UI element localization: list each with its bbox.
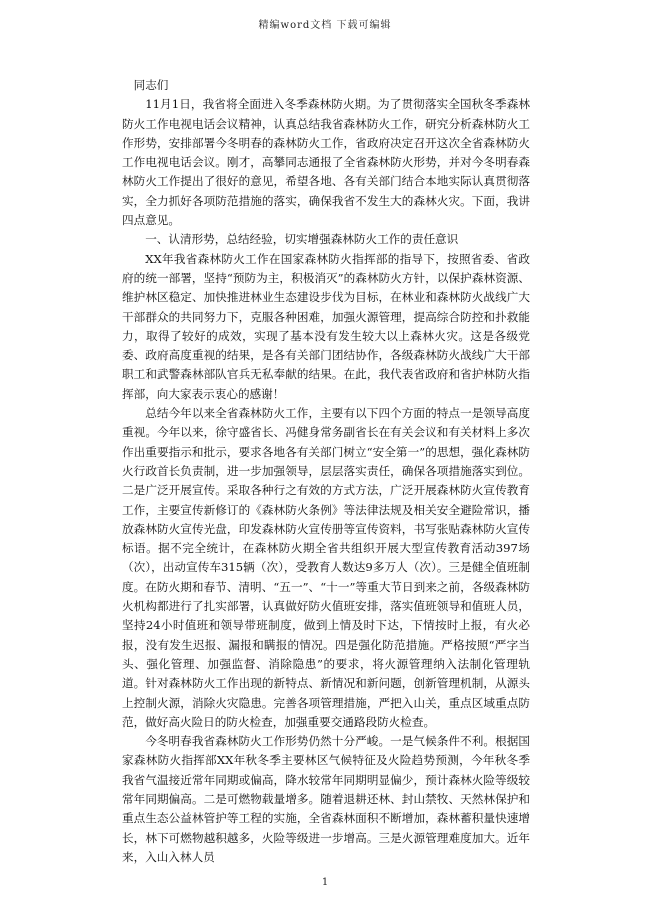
paragraph-achievements: XX年我省森林防火工作在国家森林防火指挥部的指导下，按照省委、省政府的统一部署，坚持“预防为主，积极消灭”的森林防火方针，以保护森林资源、维护林区稳定、加快推进林业生态建设步伐为目标，在林业和森林防火战线广大干部群众的共同努力下，克服各种困难，加强火源管理，提高综合防控和扑救能力，取得了较好的成效，实现了基本没有发生较大以上森林火灾。这是各级党委、政府高度重视的结果，是各有关部门团结协作，各级森林防火战线广大干部职工和武警森林部队官兵无私奉献的结果。在此，我代表省政府和省护林防火指挥部，向大家表示衷心的感谢！ xyxy=(122,251,530,401)
page-number: 1 xyxy=(321,877,329,888)
document-body xyxy=(122,76,530,867)
paragraph-situation: 今冬明春我省森林防火工作形势仍然十分严峻。一是气候条件不利。根据国家森林防火指挥部XX年秋冬季主要林区气候特征及火险趋势预测，今年秋冬季我省气温接近常年同期或偏高，降水较常年同期明显偏少，预计森林火险等级较常年同期偏高。二是可燃物载量增多。随着退耕还林、封山禁牧、天然林保护和重点生态公益林管护等工程的实施，全省森林面积不断增加，森林蓄积量快速增长，林下可燃物越积越多，火险等级进一步增高。三是火源管理难度加大。近年来，入山入林人员 xyxy=(122,734,530,864)
salutation: 同志们 xyxy=(133,78,169,92)
paragraph-summary: 总结今年以来全省森林防火工作，主要有以下四个方面的特点一是领导高度重视。今年以来，徐守盛省长、冯健身常务副省长在有关会议和有关材料上多次作出重要指示和批示，要求各地各有关部门树立“安全第一”的思想，强化森林防火行政首长负责制，进一步加强领导，层层落实责任，确保各项措施落实到位。二是广泛开展宣传。采取各种行之有效的方式方法，广泛开展森林防火宣传教育工作，主要宣传新修订的《森林防火条例》等法律法规及相关安全避险常识，播放森林防火宣传光盘，印发森林防火宣传册等宣传资料，书写张贴森林防火宣传标语。据不完全统计，在森林防火期全省共组织开展大型宣传教育活动397场（次），出动宣传车315辆（次），受教育人数达9多万人（次）。三是健全值班制度。在防火期和春节、清明、“五一”、“十一”等重大节日到来之前，各级森林防火机构都进行了扎实部署，认真做好防火值班安排，落实值班领导和值班人员，坚持24小时值班和领导带班制度，做到上情及时下达，下情按时上报，有火必报，没有发生迟报、漏报和瞒报的情况。四是强化防范措施。严格按照“严字当头、强化管理、加强监督、消除隐患”的要求，将火源管理纳入法制化管理轨道。针对森林防火工作出现的新特点、新情况和新问题，创新管理机制，从源头上控制火源，消除火灾隐患。完善各项管理措施，严把入山关，重点区域重点防范，做好高火险日的防火检查，加强重要交通路段防火检查。 xyxy=(122,406,530,729)
page-header: 精编word文档 下载可编辑 xyxy=(258,20,392,31)
section-heading: 一、认清形势，总结经验，切实增强森林防火工作的责任意识 xyxy=(145,232,459,247)
paragraph-intro: 11月1日，我省将全面进入冬季森林防火期。为了贯彻落实全国秋冬季森林防火工作电视电话会议精神，认真总结我省森林防火工作，研究分析森林防火工作形势，安排部署今冬明春的森林防火工作，省政府决定召开这次全省森林防火工作电视电话会议。刚才，高攀同志通报了全省森林防火形势，并对今冬明春森林防火工作提出了很好的意见，希望各地、各有关部门结合本地实际认真贯彻落实，全力抓好各项防范措施的落实，确保我省不发生大的森林火灾。下面，我讲四点意见。 xyxy=(122,97,530,228)
